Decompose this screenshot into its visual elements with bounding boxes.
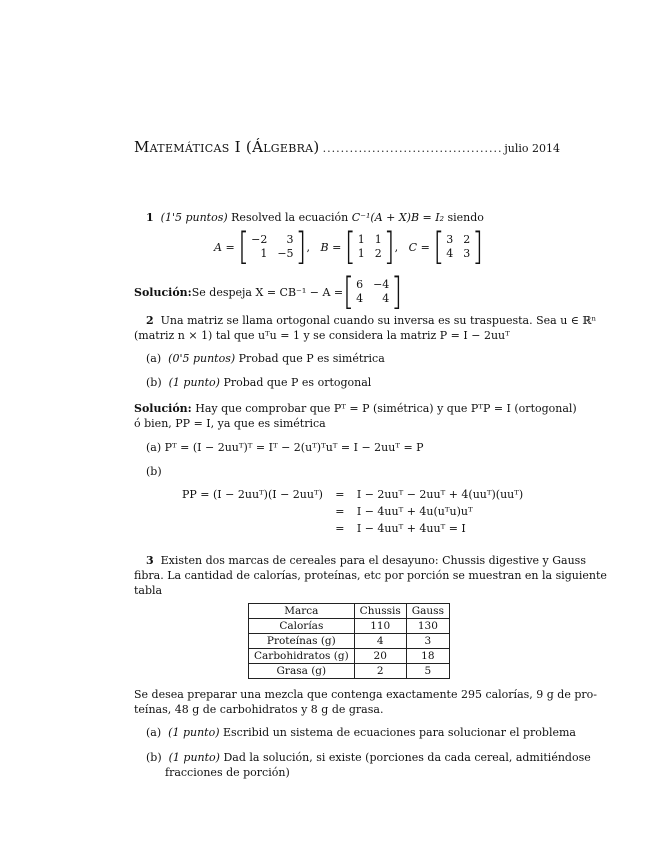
nutrition-table (248, 603, 450, 679)
problem-3-number: 3 (146, 554, 154, 567)
matrix-c: [ 3 2 4 3 ] (433, 224, 484, 269)
problem-3-part-b (146, 750, 591, 765)
solution-label: Solución: (134, 402, 192, 415)
table-row (249, 619, 450, 634)
table-cell: 3 (406, 634, 449, 649)
equation-relation: = (335, 505, 345, 518)
problem-1-points: (1'5 puntos) (160, 211, 228, 224)
solution-2-text-1: Hay que comprobar que Pᵀ = P (simétrica) y que PᵀP = I (ortogonal) (191, 402, 577, 415)
problem-3-part-b-line-2: fracciones de porción) (165, 766, 290, 779)
table-row (249, 634, 450, 649)
table-header-cell: Chussis (354, 604, 406, 619)
problem-1-text: Resolved la ecuación (227, 211, 352, 224)
matrix-a-cell: −5 (277, 247, 294, 260)
equation-row (178, 520, 527, 537)
part-a-label: (a) (146, 352, 162, 365)
table-cell: 5 (406, 664, 449, 679)
matrix-x-cell: 4 (356, 292, 364, 305)
table-row (249, 664, 450, 679)
problem-2-line-1 (146, 313, 596, 328)
problem-1-text-after: siendo (444, 211, 484, 224)
matrix-b: [ 1 1 1 2 ] (344, 224, 395, 269)
problem-3-text-1: Existen dos marcas de cereales para el desayuno: Chussis digestive y Gauss (160, 554, 586, 567)
matrix-a: [ −2 3 1 −5 ] (238, 224, 307, 269)
part-a-text: Escribid un sistema de ecuaciones para solucionar el problema (219, 726, 576, 739)
equation-relation: = (335, 522, 345, 535)
exam-title: Matemáticas I (Álgebra) (134, 138, 320, 156)
problem-2-text-1: Una matriz se llama ortogonal cuando su inversa es su traspuesta. Sea u ∈ ℝⁿ (160, 314, 597, 327)
part-b-points: (1 punto) (168, 751, 220, 764)
problem-1-number: 1 (146, 211, 154, 224)
table-cell: Proteínas (g) (249, 634, 355, 649)
table-cell: 2 (354, 664, 406, 679)
matrix-x-cell: 4 (382, 292, 390, 305)
matrix-c-cell: 4 (446, 247, 454, 260)
table-cell: 130 (406, 619, 449, 634)
exam-date: julio 2014 (504, 142, 560, 155)
table-header-row (249, 604, 450, 619)
problem-2-solution-line-2: ó bien, PP = I, ya que es simétrica (134, 417, 326, 430)
problem-3-line-1 (146, 553, 586, 568)
problem-3-after-line-2: teínas, 48 g de carbohidratos y 8 g de grasa. (134, 703, 384, 716)
equation-lhs: PP = (I − 2uuᵀ)(I − 2uuᵀ) (182, 488, 323, 501)
problem-2-equation-array (178, 486, 527, 537)
problem-2-solution-a: (a) Pᵀ = (I − 2uuᵀ)ᵀ = Iᵀ − 2(uᵀ)ᵀuᵀ = I − 2uuᵀ = P (146, 441, 424, 454)
part-a-points: (0'5 puntos) (168, 352, 236, 365)
matrix-c-cell: 2 (463, 233, 471, 246)
equation-relation: = (335, 488, 345, 501)
table-header-cell: Marca (249, 604, 355, 619)
problem-3-part-a (146, 725, 576, 740)
problem-2-solution-b-label: (b) (146, 465, 162, 478)
problem-1-equation: C⁻¹(A + X)B = I₂ (351, 211, 445, 224)
matrix-b-cell: 1 (374, 233, 382, 246)
table-cell: Calorías (249, 619, 355, 634)
equation-rhs: I − 4uuᵀ + 4uuᵀ = I (356, 522, 466, 535)
problem-2-part-a (146, 351, 385, 366)
problem-3-line-2: fibra. La cantidad de calorías, proteínas, etc por porción se muestran en la siguiente (134, 569, 607, 582)
table-header-cell: Gauss (406, 604, 449, 619)
table-cell: 4 (354, 634, 406, 649)
matrix-b-cell: 1 (357, 247, 365, 260)
problem-1-statement (146, 210, 484, 225)
matrix-x-cell: 6 (356, 278, 364, 291)
exam-header (134, 138, 560, 156)
equation-lhs (178, 520, 327, 537)
solution-label: Solución: (134, 285, 192, 299)
matrix-x-cell: −4 (373, 278, 390, 291)
table-row (249, 649, 450, 664)
matrix-b-cell: 1 (357, 233, 365, 246)
part-b-text: Dad la solución, si existe (porciones da cada cereal, admitiéndose (219, 751, 591, 764)
equation-rhs: I − 4uuᵀ + 4u(uᵀu)uᵀ (356, 505, 473, 518)
matrix-a-cell: −2 (251, 233, 268, 246)
table-cell: 110 (354, 619, 406, 634)
matrix-c-cell: 3 (463, 247, 471, 260)
table-cell: Grasa (g) (249, 664, 355, 679)
table-cell: Carbohidratos (g) (249, 649, 355, 664)
solution-1-text: Se despeja X = CB⁻¹ − A = (191, 285, 344, 299)
part-b-points: (1 punto) (168, 376, 220, 389)
header-leader-dots (323, 142, 502, 155)
part-a-points: (1 punto) (168, 726, 220, 739)
equation-row (178, 486, 527, 503)
part-b-text: Probad que P es ortogonal (219, 376, 372, 389)
problem-2-solution-line-1 (134, 401, 577, 416)
part-b-label: (b) (146, 376, 162, 389)
matrix-b-cell: 2 (374, 247, 382, 260)
problem-2-part-b (146, 375, 371, 390)
matrix-c-cell: 3 (446, 233, 454, 246)
problem-3-line-3: tabla (134, 584, 163, 597)
equation-row (178, 503, 527, 520)
problem-1-solution (134, 269, 403, 314)
problem-3-after-line-1: Se desea preparar una mezcla que contenga exactamente 295 calorías, 9 g de pro- (134, 688, 597, 701)
problem-2-number: 2 (146, 314, 154, 327)
part-a-label: (a) (146, 726, 162, 739)
table-cell: 20 (354, 649, 406, 664)
matrix-a-cell: 1 (260, 247, 268, 260)
matrix-x: [ 6 −4 4 4 ] (343, 269, 403, 314)
part-b-label: (b) (146, 751, 162, 764)
problem-2-line-2: (matriz n × 1) tal que uᵀu = 1 y se considera la matriz P = I − 2uuᵀ (134, 329, 510, 342)
table-cell: 18 (406, 649, 449, 664)
equation-lhs (178, 503, 327, 520)
equation-rhs: I − 2uuᵀ − 2uuᵀ + 4(uuᵀ)(uuᵀ) (356, 488, 524, 501)
matrix-a-cell: 3 (286, 233, 294, 246)
part-a-text: Probad que P es simétrica (235, 352, 385, 365)
problem-1-matrices: A = [ −2 3 1 −5 ] , B = [ 1 1 1 2 ] , C = [ 3 2 4 3 ] (214, 224, 484, 269)
